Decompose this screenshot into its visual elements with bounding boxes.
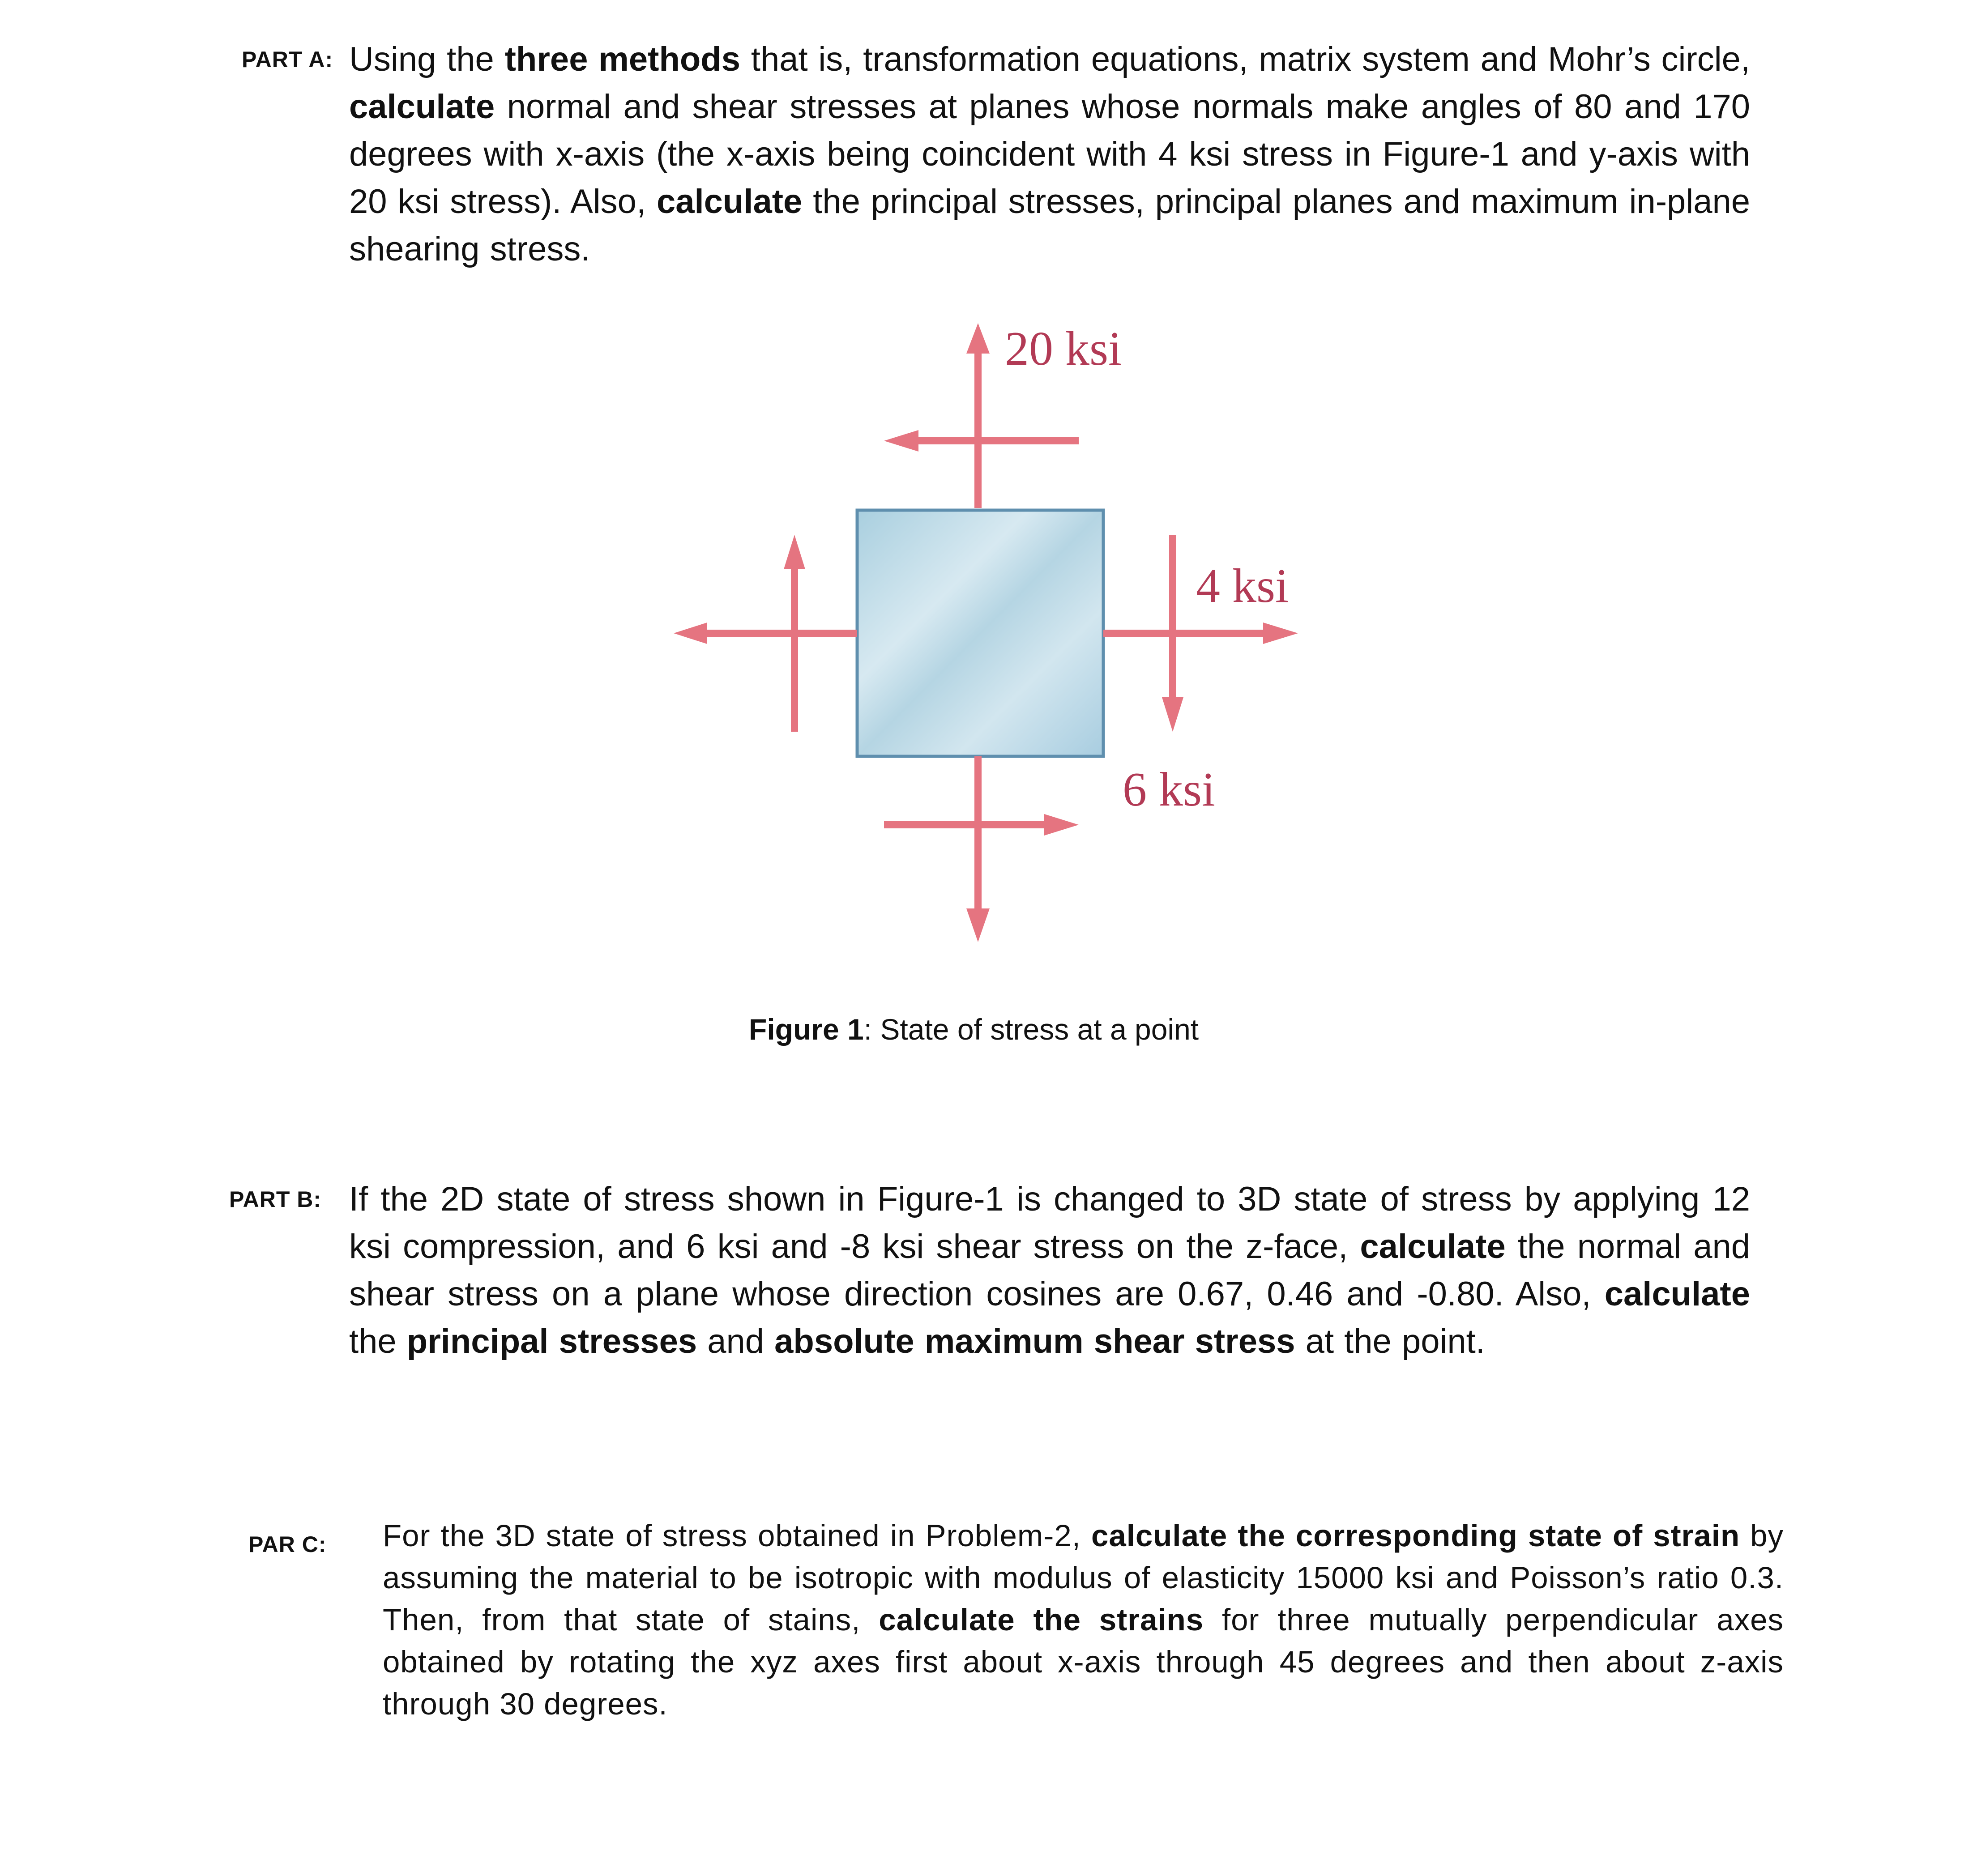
text-run: the principal stresses, principal planes and maximum in-plane shearing stress. [349,183,1751,268]
text-run: the [349,1322,407,1360]
text-run: and [697,1322,775,1360]
left-normal-arrow [674,622,857,644]
label-4-ksi: 4 ksi [1196,559,1289,613]
part-c-label: PAR C: [248,1532,327,1557]
part-a-label: PART A: [242,47,333,72]
bold-text-run: calculate [349,88,495,126]
text-run: for three mutually perpendicular axes obtained by rotating the xyz axes first about x-axis through 45 degrees and then about z-axis through 30 degrees. [383,1603,1784,1721]
part-c-text [383,1515,1784,1725]
text-run: Using the [349,40,505,78]
text-run: If the 2D state of stress shown in Figure-1 is changed to 3D state of stress by applying 12 ksi compression, and 6 ksi and -8 ksi shear stress on the z-face, [349,1180,1750,1266]
bold-text-run: calculate [1604,1275,1750,1313]
figure-caption [749,1009,1199,1049]
stress-element-square [857,510,1103,756]
bold-text-run: calculate the corresponding state of strain [1091,1518,1740,1553]
part-b-label: PART B: [229,1187,322,1212]
bold-text-run: calculate [657,183,803,221]
bottom-normal-arrow [966,756,990,942]
label-20-ksi: 20 ksi [1005,322,1122,375]
text-run: at the point. [1295,1322,1485,1360]
bold-text-run: absolute maximum shear stress [774,1322,1295,1360]
label-6-ksi: 6 ksi [1123,763,1216,816]
bold-text-run: three methods [504,40,740,78]
figure-caption-bold: Figure 1 [749,1013,864,1046]
text-run: that is, transformation equations, matrix system and Mohr’s circle, [740,40,1751,78]
text-run: For the 3D state of stress obtained in Problem-2, [383,1518,1091,1553]
right-normal-arrow [1103,622,1298,644]
text-run: normal and shear stresses at planes whose normals make angles of 80 and 170 degrees with x-axis (the x-axis being coincident with 4 ksi stress in Figure-1 and y-axis with 20 ksi stress). Also, [349,88,1750,221]
bold-text-run: principal stresses [406,1322,697,1360]
text-run: by assuming the material to be isotropic with modulus of elasticity 15000 ksi and Poisson’s ratio 0.3. Then, from that state of stains, [383,1518,1784,1637]
text-run: the normal and shear stress on a plane whose direction cosines are 0.67, 0.46 and -0.80. Also, [349,1228,1751,1313]
bold-text-run: calculate the strains [879,1603,1204,1637]
top-normal-arrow [966,323,990,508]
part-b-text [349,1176,1750,1365]
bold-text-run: calculate [1360,1228,1506,1266]
figure-caption-text: : State of stress at a point [863,1013,1199,1046]
